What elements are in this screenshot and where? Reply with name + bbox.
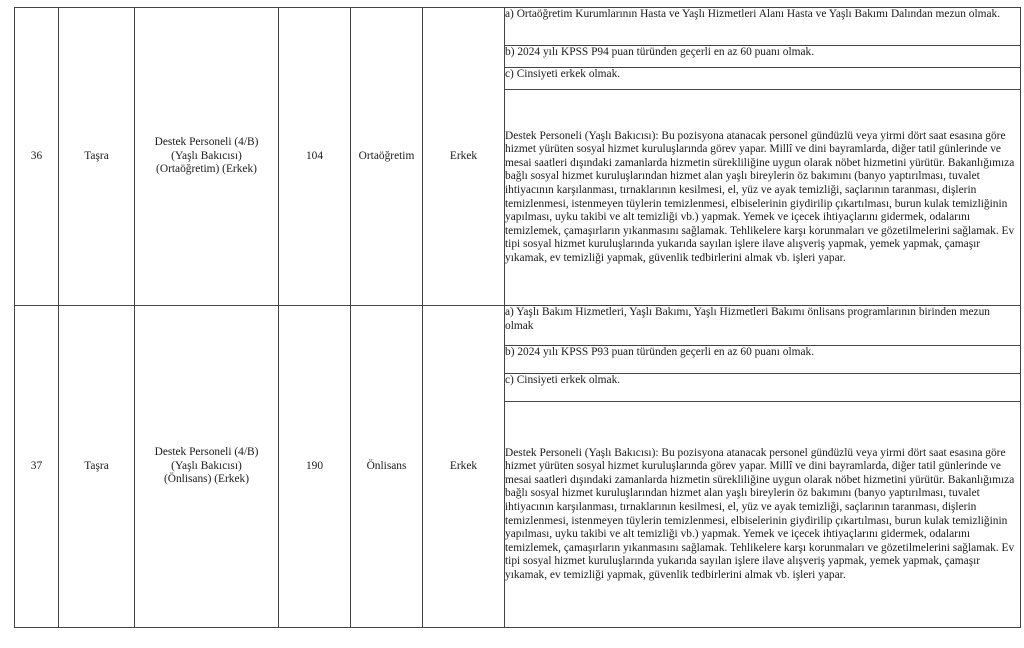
gender: Erkek — [449, 149, 478, 162]
job-description: Destek Personeli (Yaşlı Bakıcısı): Bu pozisyona atanacak personel gündüzlü veya yirmi dört saat esasına göre hizmet yürüten sosyal hizmet kuruluşlarında görev yapar. Millî ve dini bayramlarda, diğer tatil günlerinde ve mesai saatleri dışındaki zamanlarda hizmetin sürekliliğine uygun olarak nöbet hizmetini yürütür. Bakanlığımıza bağlı sosyal hizmet kuruluşlarından hizmet alan yaşlı bireylerin öz bakımını (banyo yaptırılması, tuvalet ihtiyacının karşılanması, tırnaklarının kesilmesi, el, yüz ve ayak temizliği, saçlarının taranması, dişlerin temizlenmesi, istenmeyen tüylerin temizlenmesi, elbiselerinin giydirilip çıkartılması, burun kulak temizliğinin yapılması, uyku takibi ve alt temizliği vb.) yapmak. Yemek ve içecek ihtiyaçlarını gidermek, odalarını temizlemek, çamaşırların yıkanmasını sağlamak. Tehlikelere karşı korunmaları ve gözetilmelerini sağlamak. Ev tipi sosyal hizmet kuruluşlarında yukarıda sayılan işlere ilave alışveriş yapmak, yemek yapmak, çamaşır yıkamak, ev temizliği yapmak, güvenlik tedbirlerini almak vb. işleri yapar. — [505, 402, 1021, 628]
requirement-a: a) Ortaöğretim Kurumlarının Hasta ve Yaşlı Hizmetleri Alanı Hasta ve Yaşlı Bakımı Dalından mezun olmak. — [505, 8, 1021, 46]
positions-table — [14, 7, 1021, 628]
table-row — [15, 8, 1021, 46]
quota: 104 — [305, 149, 324, 162]
quota-cell — [279, 306, 351, 628]
gender-cell — [423, 306, 505, 628]
gender: Erkek — [449, 459, 478, 472]
quota-cell — [279, 8, 351, 306]
position-title: Destek Personeli (4/B) (Yaşlı Bakıcısı) (Ortaöğretim) (Erkek) — [154, 136, 259, 176]
position-title: Destek Personeli (4/B) (Yaşlı Bakıcısı) (Önlisans) (Erkek) — [154, 446, 259, 486]
position-title-cell — [135, 8, 279, 306]
table-row — [15, 306, 1021, 346]
requirement-c: c) Cinsiyeti erkek olmak. — [505, 374, 1021, 402]
row-number: 36 — [30, 149, 43, 162]
education-cell — [351, 306, 423, 628]
position-title-cell — [135, 306, 279, 628]
requirement-b: b) 2024 yılı KPSS P93 puan türünden geçerli en az 60 puanı olmak. — [505, 346, 1021, 374]
requirement-a: a) Yaşlı Bakım Hizmetleri, Yaşlı Bakımı, Yaşlı Hizmetleri Bakımı önlisans programlarının birinden mezun olmak — [505, 306, 1021, 346]
education-level: Ortaöğretim — [358, 149, 415, 162]
location-cell — [59, 8, 135, 306]
job-description: Destek Personeli (Yaşlı Bakıcısı): Bu pozisyona atanacak personel gündüzlü veya yirmi dört saat esasına göre hizmet yürüten sosyal hizmet kuruluşlarında görev yapar. Millî ve dini bayramlarda, diğer tatil günlerinde ve mesai saatleri dışındaki zamanlarda hizmetin sürekliliğine uygun olarak nöbet hizmetini yürütür. Bakanlığımıza bağlı sosyal hizmet kuruluşlarından hizmet alan yaşlı bireylerin öz bakımını (banyo yaptırılması, tuvalet ihtiyacının karşılanması, tırnaklarının kesilmesi, el, yüz ve ayak temizliği, saçlarının taranması, dişlerin temizlenmesi, istenmeyen tüylerin temizlenmesi, elbiselerinin giydirilip çıkartılması, burun kulak temizliğinin yapılması, uyku takibi ve alt temizliği vb.) yapmak. Yemek ve içecek ihtiyaçlarını gidermek, odalarını temizlemek, çamaşırların yıkanmasını sağlamak. Tehlikelere karşı korunmaları ve gözetilmelerini sağlamak. Ev tipi sosyal hizmet kuruluşlarında yukarıda sayılan işlere ilave alışveriş yapmak, yemek yapmak, çamaşır yıkamak, ev temizliği yapmak, güvenlik tedbirlerini almak vb. işleri yapar. — [505, 90, 1021, 306]
requirement-c: c) Cinsiyeti erkek olmak. — [505, 68, 1021, 90]
row-number-cell — [15, 306, 59, 628]
education-level: Önlisans — [366, 459, 407, 472]
row-number: 37 — [30, 459, 43, 472]
location-cell — [59, 306, 135, 628]
row-number-cell — [15, 8, 59, 306]
education-cell — [351, 8, 423, 306]
location: Taşra — [84, 149, 109, 162]
gender-cell — [423, 8, 505, 306]
quota: 190 — [305, 459, 324, 472]
requirement-b: b) 2024 yılı KPSS P94 puan türünden geçerli en az 60 puanı olmak. — [505, 46, 1021, 68]
location: Taşra — [84, 459, 109, 472]
